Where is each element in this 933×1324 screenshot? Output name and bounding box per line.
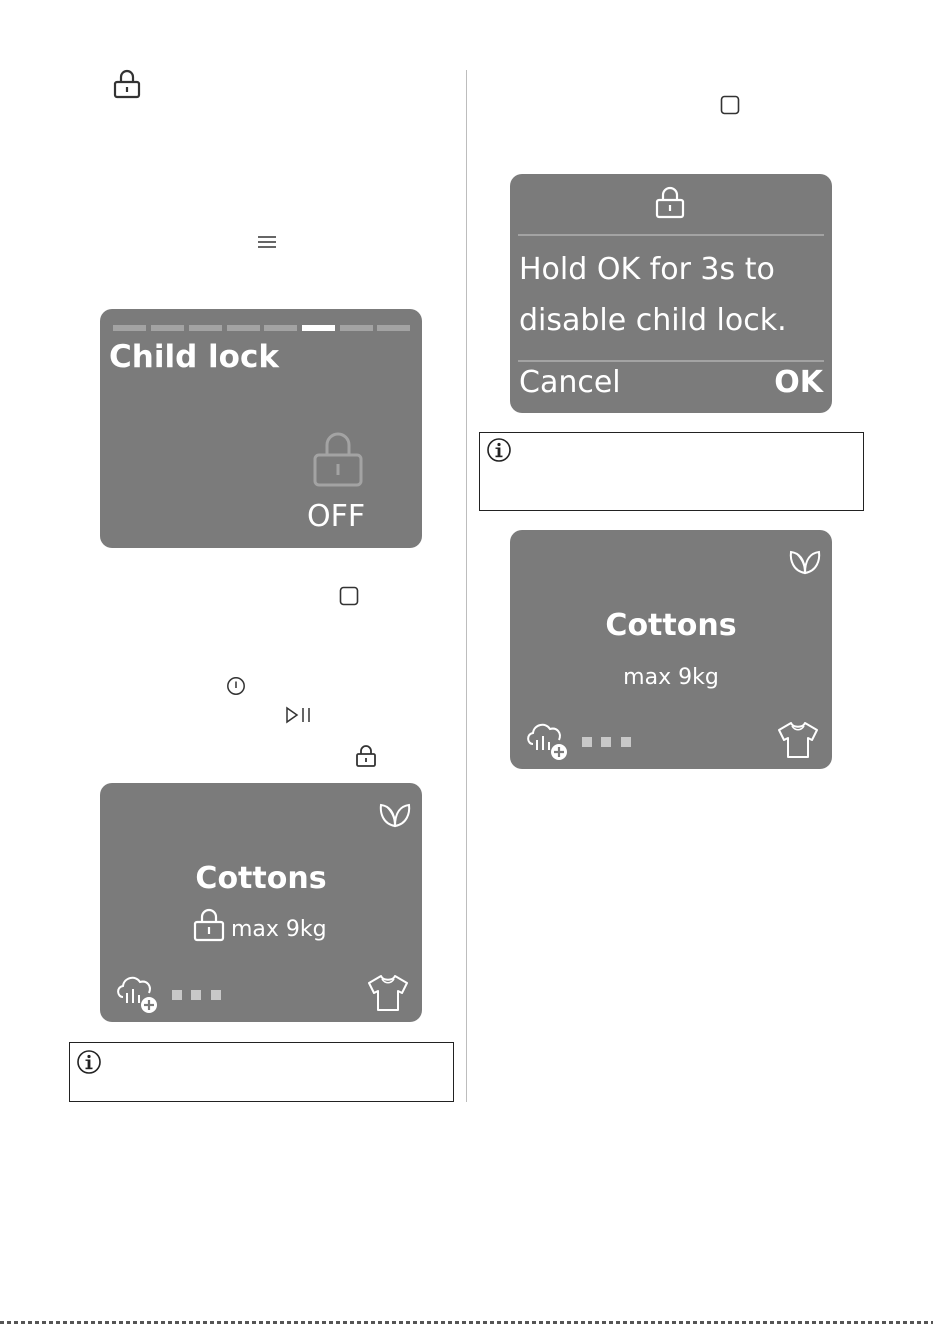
power-icon — [226, 676, 246, 696]
confirm-message-line2: disable child lock. — [519, 303, 787, 338]
bottom-divider — [518, 360, 824, 362]
child-lock-display — [100, 309, 422, 548]
progress-segment — [340, 325, 373, 331]
menu-icon — [257, 235, 277, 249]
eco-leaf-icon — [378, 797, 412, 829]
eco-leaf-icon — [788, 544, 822, 576]
play-pause-icon — [285, 706, 313, 724]
column-divider — [466, 70, 467, 1102]
confirm-message-line1: Hold OK for 3s to — [519, 252, 775, 287]
progress-segment — [113, 325, 146, 331]
progress-segment — [227, 325, 260, 331]
lock-icon — [113, 68, 141, 100]
info-note-box — [479, 432, 864, 511]
progress-segment — [377, 325, 410, 331]
progress-segment-active — [302, 325, 335, 331]
top-divider — [518, 234, 824, 236]
steam-cloud-plus-icon — [524, 718, 570, 764]
page-dot — [191, 990, 201, 1000]
lock-icon — [655, 186, 685, 220]
info-icon — [486, 437, 512, 463]
progress-segment — [151, 325, 184, 331]
square-button-icon — [720, 95, 740, 115]
program-load: max 9kg — [231, 917, 327, 942]
page-dot — [582, 737, 592, 747]
page-dot — [211, 990, 221, 1000]
program-display-locked — [100, 783, 422, 1022]
program-load: max 9kg — [623, 665, 719, 690]
child-lock-state: OFF — [307, 499, 366, 534]
info-note-box — [69, 1042, 454, 1102]
ok-button[interactable]: OK — [774, 365, 823, 400]
shirt-icon — [365, 973, 411, 1013]
progress-segment — [264, 325, 297, 331]
shirt-icon — [775, 720, 821, 760]
lock-icon — [312, 429, 364, 489]
lock-icon — [355, 744, 377, 768]
info-icon — [76, 1049, 102, 1075]
disable-child-lock-display — [510, 174, 832, 413]
page-dot — [621, 737, 631, 747]
page-dot — [601, 737, 611, 747]
program-name: Cottons — [195, 861, 327, 896]
steam-cloud-plus-icon — [114, 971, 160, 1017]
square-button-icon — [339, 586, 359, 606]
program-name: Cottons — [605, 608, 737, 643]
program-display-unlocked — [510, 530, 832, 769]
lock-icon — [193, 907, 225, 943]
child-lock-title: Child lock — [109, 339, 279, 375]
page-dot — [172, 990, 182, 1000]
progress-segment — [189, 325, 222, 331]
cancel-button[interactable]: Cancel — [519, 365, 621, 400]
